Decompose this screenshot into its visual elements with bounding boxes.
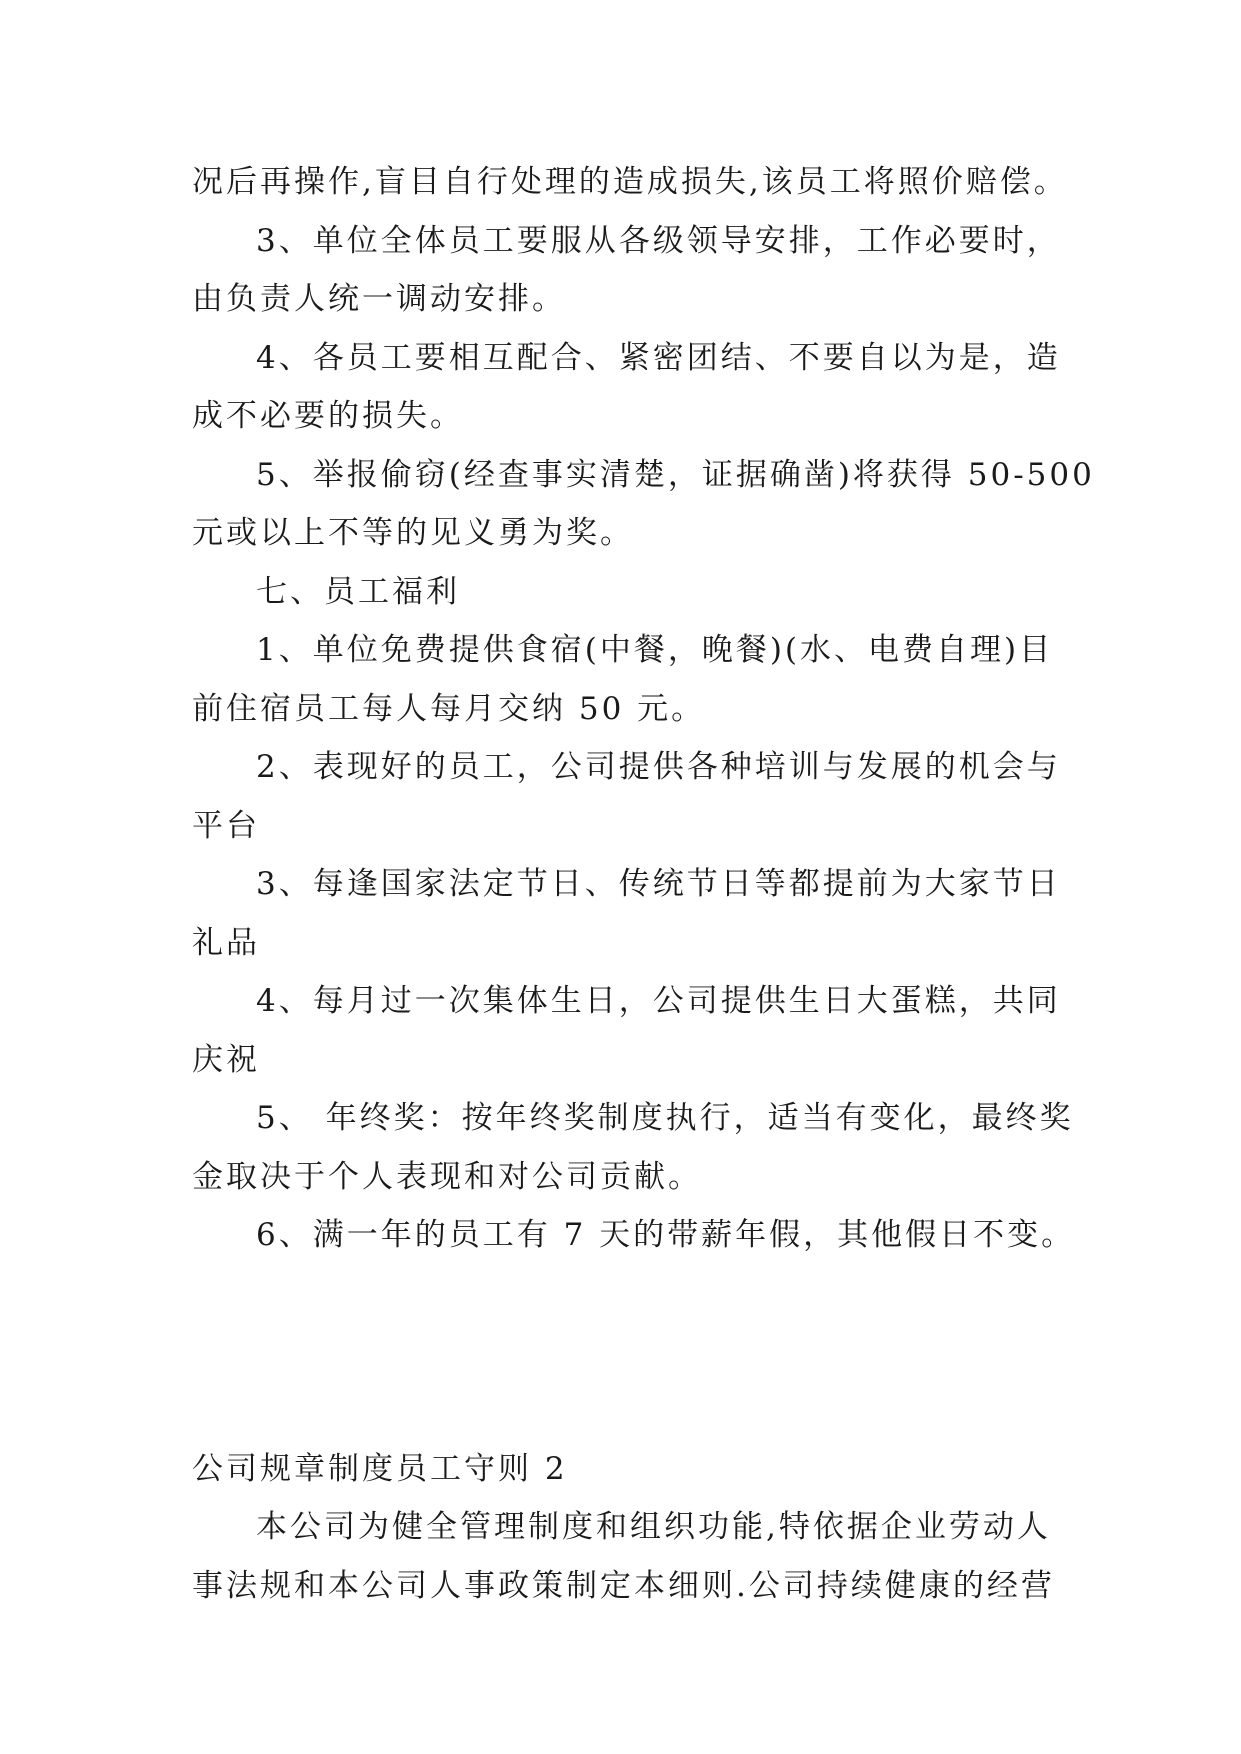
text-line: 平台 [192, 807, 260, 844]
text-line: 事法规和本公司人事政策制定本细则.公司持续健康的经营 [192, 1567, 1055, 1604]
text-line: 金取决于个人表现和对公司贡献。 [192, 1158, 702, 1195]
document-body [192, 153, 1095, 1615]
text-line: 庆祝 [192, 1041, 260, 1078]
text-line: 3、每逢国家法定节日、传统节日等都提前为大家节日 [256, 866, 1061, 902]
text-line: 前住宿员工每人每月交纳 50 元。 [192, 690, 706, 727]
text-line: 成不必要的损失。 [192, 398, 464, 434]
text-line: 5、 年终奖：按年终奖制度执行，适当有变化，最终奖 [256, 1100, 1074, 1136]
policy-text-part-2 [192, 1498, 1055, 1615]
section-gap [192, 1265, 1052, 1440]
text-line: 3、单位全体员工要服从各级领导安排，工作必要时， [256, 222, 1061, 259]
text-line: 由负责人统一调动安排。 [192, 281, 566, 317]
text-line: 七、员工福利 [256, 573, 460, 610]
section-title: 公司规章制度员工守则 2 [192, 1450, 568, 1487]
text-line: 元或以上不等的见义勇为奖。 [192, 515, 634, 551]
text-line: 4、各员工要相互配合、紧密团结、不要自以为是，造 [256, 339, 1061, 376]
policy-text-part-1 [192, 153, 1095, 1265]
text-line: 礼品 [192, 924, 260, 961]
text-line: 6、满一年的员工有 7 天的带薪年假，其他假日不变。 [256, 1217, 1076, 1253]
text-line: 2、表现好的员工，公司提供各种培训与发展的机会与 [256, 749, 1061, 785]
text-line: 5、举报偷窃(经查事实清楚，证据确凿)将获得 50-500 [256, 456, 1095, 493]
text-line: 况后再操作,盲目自行处理的造成损失,该员工将照价赔偿。 [192, 164, 1068, 200]
text-line: 1、单位免费提供食宿(中餐，晚餐)(水、电费自理)目 [256, 632, 1054, 668]
text-line: 本公司为健全管理制度和组织功能,特依据企业劳动人 [256, 1509, 1051, 1545]
text-line: 4、每月过一次集体生日，公司提供生日大蛋糕，共同 [256, 983, 1061, 1019]
